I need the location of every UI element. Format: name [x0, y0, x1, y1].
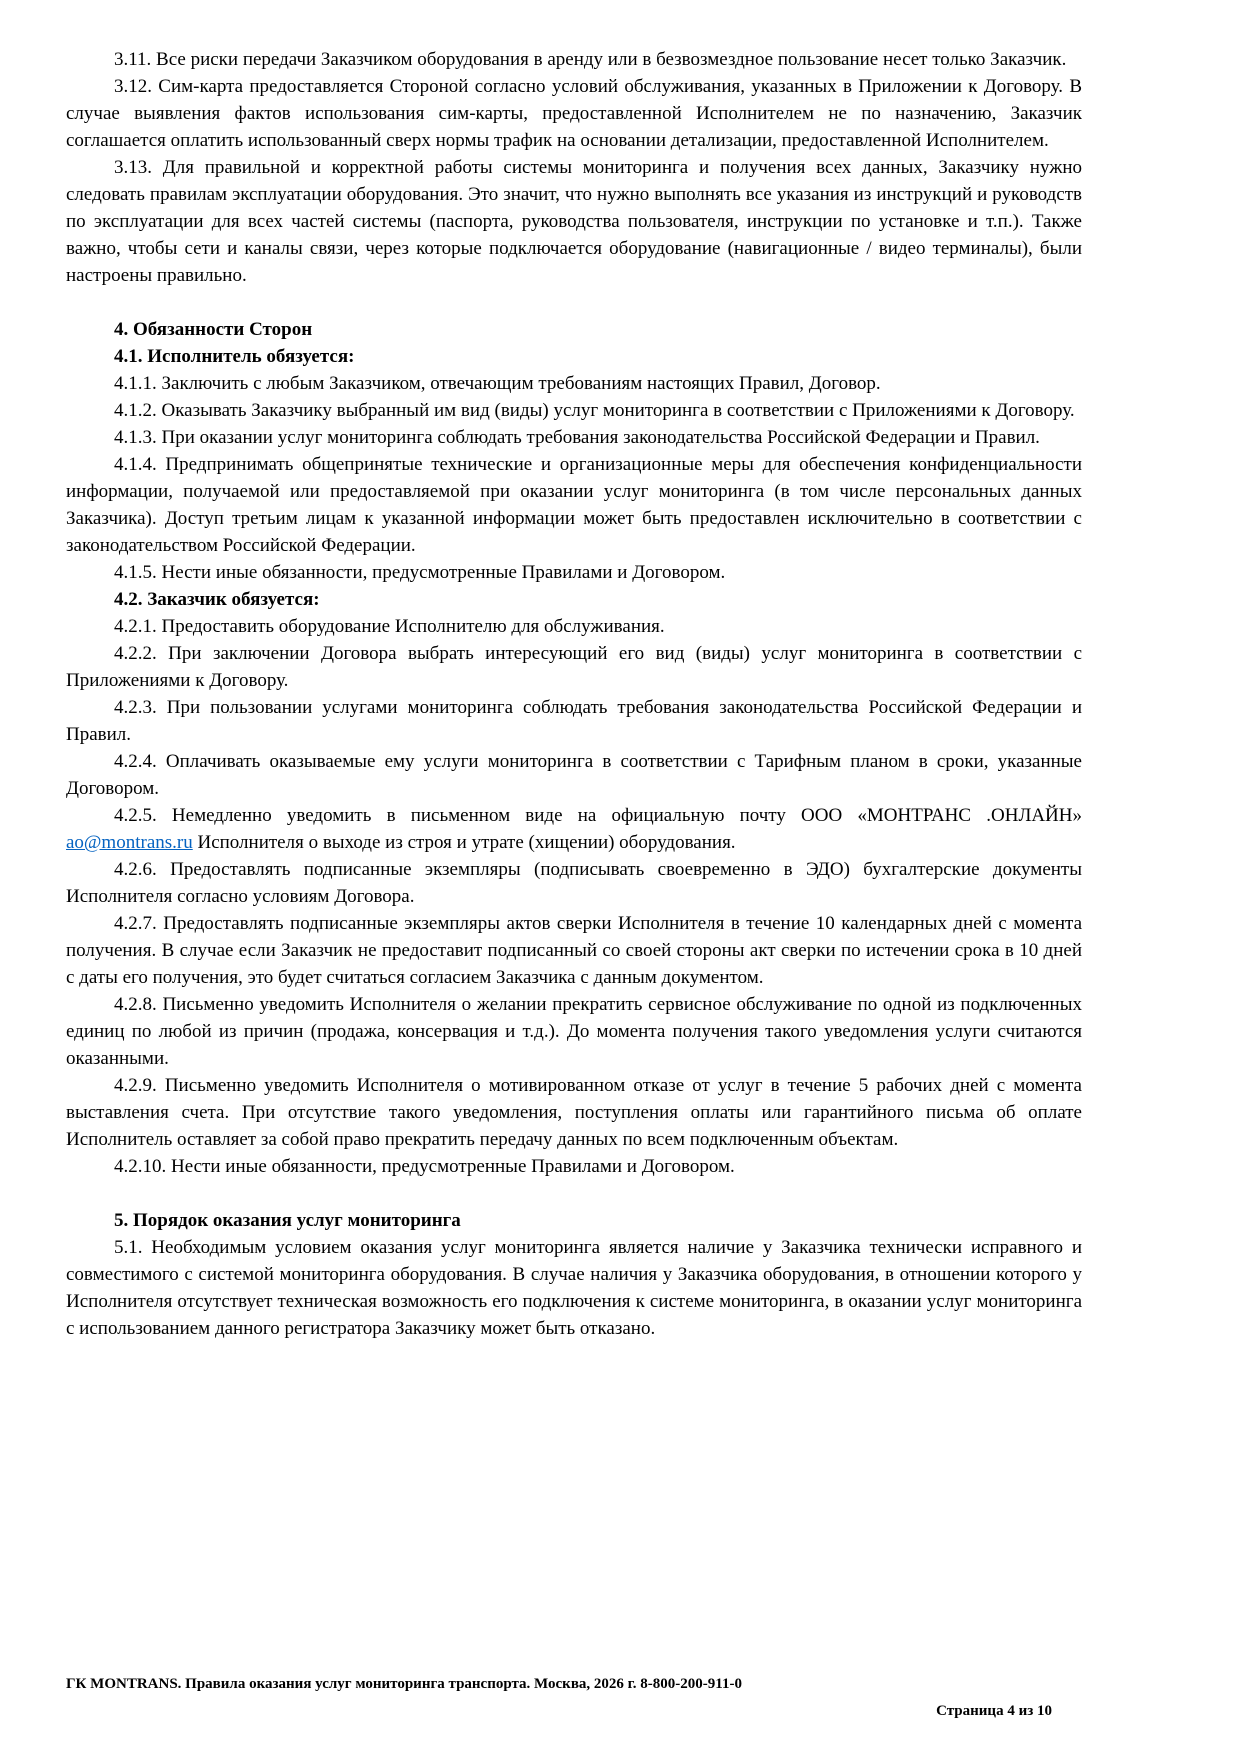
paragraph-text: 4.2.5. Немедленно уведомить в письменном виде на официальную почту ООО «МОНТРАНС .ОНЛАЙН» [114, 805, 1082, 826]
paragraph: 4.2.7. Предоставлять подписанные экземпляры актов сверки Исполнителя в течение 10 календарных дней с момента получения. В случае если Заказчик не предоставит подписанный со своей стороны акт сверки по истечении срока в 10 дней с даты его получения, это будет считаться согласием Заказчика с данным документом. [66, 913, 1082, 988]
paragraph: 4.2.10. Нести иные обязанности, предусмотренные Правилами и Договором. [114, 1156, 735, 1177]
section-heading: 4. Обязанности Сторон [114, 319, 313, 340]
paragraph: 4.2.6. Предоставлять подписанные экземпляры (подписывать своевременно в ЭДО) бухгалтерские документы Исполнителя согласно условиям Договора. [66, 859, 1082, 907]
paragraph: 3.11. Все риски передачи Заказчиком оборудования в аренду или в безвозмездное пользование несет только Заказчик. [114, 49, 1067, 70]
section-heading: 4.1. Исполнитель обязуется: [114, 346, 355, 367]
footer-text: ГК MONTRANS. Правила оказания услуг мониторинга транспорта. Москва, 2026 г. 8-800-200-911-0 [66, 1676, 742, 1692]
section-heading: 4.2. Заказчик обязуется: [114, 589, 320, 610]
paragraph: 4.1.5. Нести иные обязанности, предусмотренные Правилами и Договором. [114, 562, 726, 583]
paragraph: 4.1.2. Оказывать Заказчику выбранный им вид (виды) услуг мониторинга в соответствии с Приложениями к Договору. [114, 400, 1075, 421]
paragraph: 4.1.3. При оказании услуг мониторинга соблюдать требования законодательства Российской Федерации и Правил. [114, 427, 1040, 448]
paragraph: 4.2.8. Письменно уведомить Исполнителя о желании прекратить сервисное обслуживание по одной из подключенных единиц по любой из причин (продажа, консервация и т.д.). До момента получения такого уведомления услуги считаются оказанными. [66, 994, 1082, 1069]
paragraph: 4.1.4. Предпринимать общепринятые технические и организационные меры для обеспечения конфиденциальности информации, получаемой или предоставляемой при оказании услуг мониторинга (в том числе персональных данных Заказчика). Доступ третьим лицам к указанной информации может быть предоставлен исключительно в соответствии с законодательством Российской Федерации. [66, 454, 1082, 556]
paragraph: 4.2.9. Письменно уведомить Исполнителя о мотивированном отказе от услуг в течение 5 рабочих дней с момента выставления счета. При отсутствие такого уведомления, поступления оплаты или гарантийного письма об оплате Исполнитель оставляет за собой право прекратить передачу данных по всем подключенным объектам. [66, 1075, 1082, 1150]
paragraph: 4.2.1. Предоставить оборудование Исполнителю для обслуживания. [114, 616, 665, 637]
document-content [66, 46, 1082, 1342]
page-number: Страница 4 из 10 [936, 1703, 1052, 1719]
paragraph: 3.13. Для правильной и корректной работы системы мониторинга и получения всех данных, Заказчику нужно следовать правилам эксплуатации оборудования. Это значит, что нужно выполнять все указания из инструкций и руководств по эксплуатации для всех частей системы (паспорта, руководства пользователя, инструкции по установке и т.п.). Также важно, чтобы сети и каналы связи, через которые подключается оборудование (навигационные / видео терминалы), были настроены правильно. [66, 157, 1082, 286]
paragraph: 5.1. Необходимым условием оказания услуг мониторинга является наличие у Заказчика технически исправного и совместимого с системой мониторинга оборудования. В случае наличия у Заказчика оборудования, в отношении которого у Исполнителя отсутствует техническая возможность его подключения к системе мониторинга, в оказании услуг мониторинга с использованием данного регистратора Заказчику может быть отказано. [66, 1237, 1082, 1339]
paragraph: 4.2.3. При пользовании услугами мониторинга соблюдать требования законодательства Российской Федерации и Правил. [66, 697, 1082, 745]
paragraph-text: Исполнителя о выходе из строя и утрате (хищении) оборудования. [192, 832, 736, 853]
email-link[interactable]: ao@montrans.ru [66, 832, 193, 853]
paragraph [66, 802, 1082, 856]
paragraph: 4.1.1. Заключить с любым Заказчиком, отвечающим требованиям настоящих Правил, Договор. [114, 373, 881, 394]
section-heading: 5. Порядок оказания услуг мониторинга [114, 1210, 461, 1231]
page-footer [66, 1676, 1082, 1720]
paragraph: 4.2.2. При заключении Договора выбрать интересующий его вид (виды) услуг мониторинга в соответствии с Приложениями к Договору. [66, 643, 1082, 691]
paragraph: 3.12. Сим-карта предоставляется Стороной согласно условий обслуживания, указанных в Приложении к Договору. В случае выявления фактов использования сим-карты, предоставленной Исполнителем не по назначению, Заказчик соглашается оплатить использованный сверх нормы трафик на основании детализации, предоставленной Исполнителем. [66, 76, 1082, 151]
paragraph: 4.2.4. Оплачивать оказываемые ему услуги мониторинга в соответствии с Тарифным планом в сроки, указанные Договором. [66, 751, 1082, 799]
